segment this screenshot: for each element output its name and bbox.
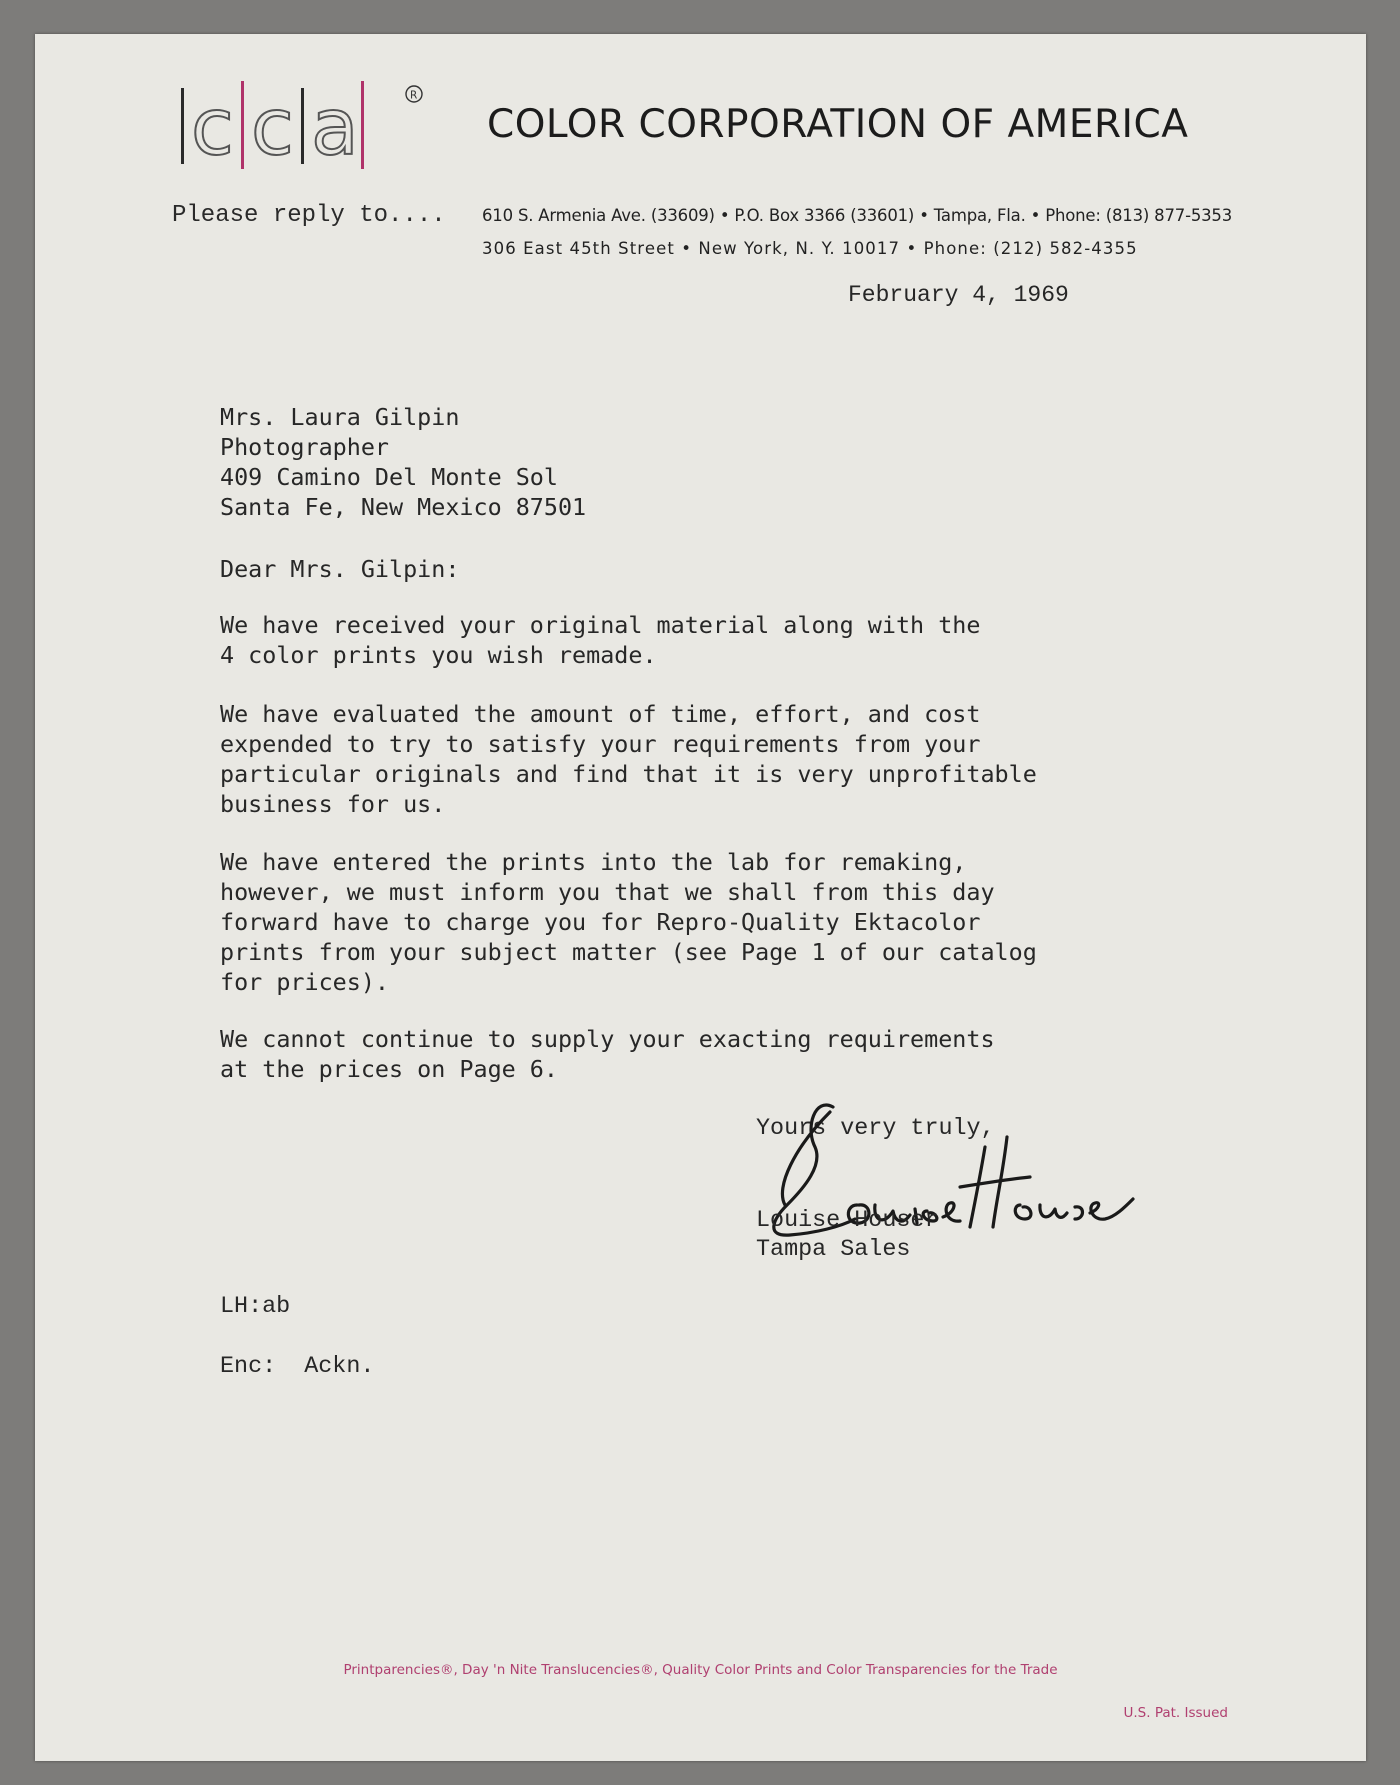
letter-date: February 4, 1969 (848, 282, 1069, 308)
salutation: Dear Mrs. Gilpin: (220, 555, 460, 583)
cca-logo (181, 76, 481, 176)
typist-initials: LH:ab (220, 1294, 291, 1320)
tampa-address: 610 S. Armenia Ave. (33609) • P.O. Box 3366 (33601) • Tampa, Fla. • Phone: (813) 877-5353 (482, 206, 1233, 225)
closing: Yours very truly, (756, 1116, 995, 1142)
signer-title: Tampa Sales (756, 1237, 911, 1263)
new-york-address: 306 East 45th Street • New York, N. Y. 10017 • Phone: (212) 582-4355 (482, 239, 1138, 258)
svg-text:a: a (311, 83, 359, 173)
trade-footer: Printparencies®, Day 'n Nite Translucencies®, Quality Color Prints and Color Transparencies for the Trade (343, 1662, 1058, 1678)
letter-sheet (35, 34, 1366, 1761)
paragraph: We cannot continue to supply your exacting requirements at the prices on Page 6. (220, 1025, 995, 1083)
company-name: COLOR CORPORATION OF AMERICA (487, 102, 1189, 147)
svg-text:R: R (410, 89, 418, 102)
paragraph: We have received your original material along with the 4 color prints you wish remade. (220, 611, 981, 669)
paragraph: We have evaluated the amount of time, effort, and cost expended to try to satisfy your requirements from your particular originals and find that it is very unprofitable business for us. (220, 700, 1037, 818)
recipient-address: Mrs. Laura Gilpin Photographer 409 Camino Del Monte Sol Santa Fe, New Mexico 87501 (220, 403, 587, 521)
enclosure-note: Enc: Ackn. (220, 1354, 375, 1380)
svg-text:c: c (191, 83, 234, 173)
reply-label: Please reply to.... (172, 202, 446, 229)
paragraph: We have entered the prints into the lab for remaking, however, we must inform you that we shall from this day forward have to charge you for Repro-Quality Ektacolor prints from your subject matter (see Page 1 of our catalog for prices). (220, 848, 1037, 996)
patent-note: U.S. Pat. Issued (1123, 1705, 1228, 1721)
svg-text:c: c (251, 83, 294, 173)
signer-name: Louise Houser (756, 1208, 939, 1234)
